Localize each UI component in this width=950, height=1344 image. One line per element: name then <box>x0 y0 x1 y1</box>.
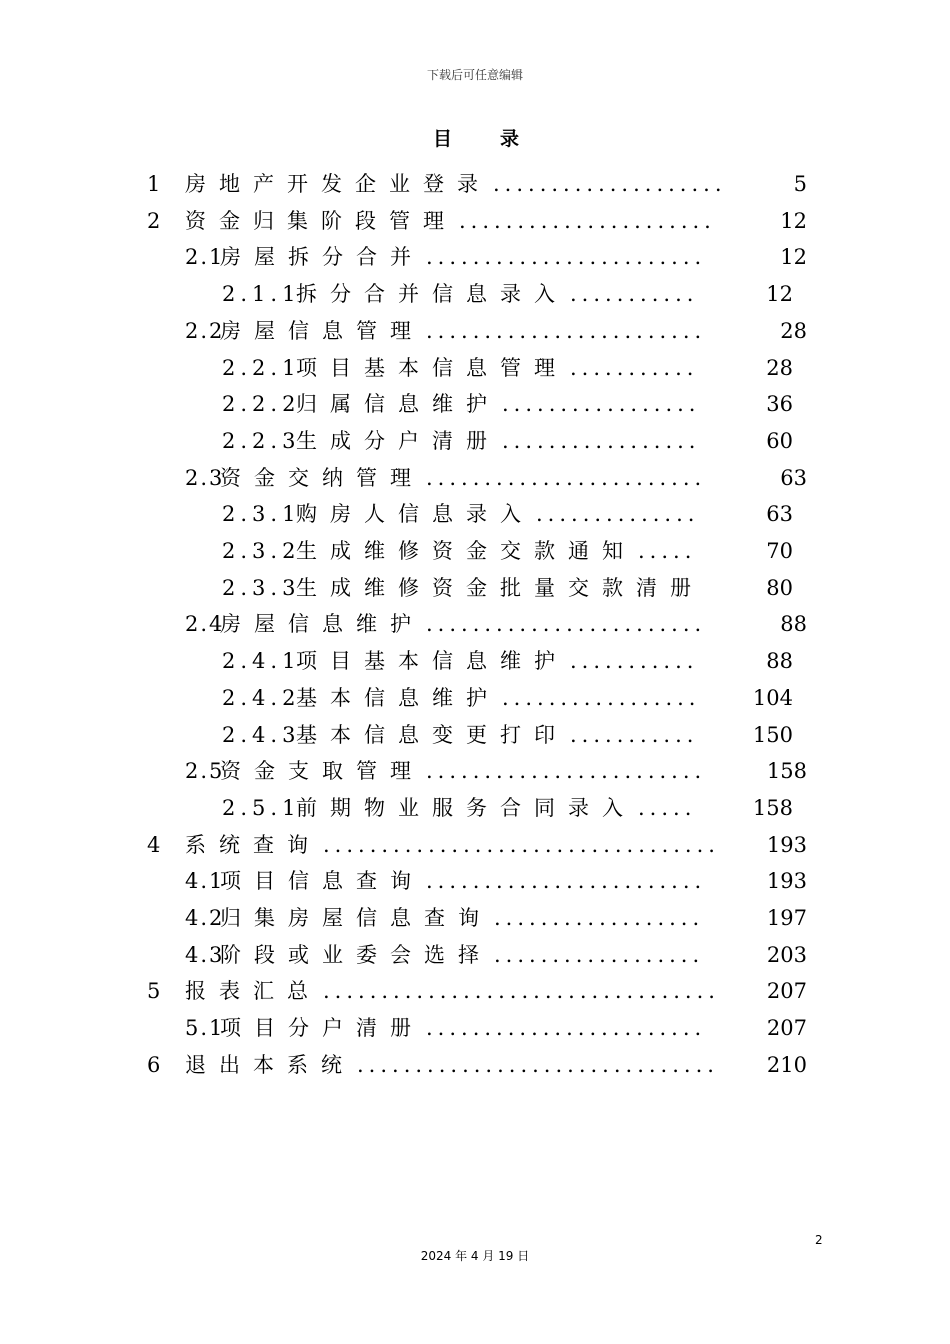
toc-entry-page: 104 <box>752 685 793 710</box>
toc-entry-leader: ........................ <box>426 759 707 784</box>
toc-entry-number: 2.4 <box>185 612 225 637</box>
toc-entry-leader: ........... <box>570 722 699 747</box>
toc-entry-number: 2.3.1 <box>222 502 301 527</box>
toc-entry-number: 5.1 <box>185 1016 225 1041</box>
toc-entry-label: 项目基本信息维护 <box>296 649 568 674</box>
toc-entry[interactable] <box>0 937 950 973</box>
toc-entry-page: 150 <box>752 722 793 747</box>
footer-date: 2024 年 4 月 19 日 <box>420 1249 530 1263</box>
toc-entry-leader: ..... <box>638 795 697 820</box>
page-header-note: 下载后可任意编辑 <box>426 68 523 82</box>
toc-entry-label: 项目基本信息管理 <box>296 355 568 380</box>
toc-entry-label: 基本信息维护 <box>296 685 500 710</box>
toc-entry-page: 88 <box>780 612 807 637</box>
toc-entry-leader: .................. <box>494 942 705 967</box>
toc-entry-number: 2.3.2 <box>222 539 301 563</box>
toc-entry[interactable] <box>0 680 950 716</box>
toc-entry[interactable] <box>0 239 950 275</box>
toc-entry-leader: ..... <box>638 539 697 563</box>
toc-entry-leader: .................................. <box>323 832 720 857</box>
toc-entry-number: 2.4.1 <box>222 649 301 674</box>
toc-entry-page: 28 <box>780 318 807 343</box>
toc-entry-leader: ...................... <box>459 208 716 233</box>
toc-entry-page: 70 <box>766 539 793 563</box>
toc-entry-leader: ........................ <box>426 245 707 270</box>
toc-entry-number: 2.4.3 <box>222 722 301 747</box>
toc-entry-number: 2.1.1 <box>222 282 301 307</box>
toc-entry[interactable] <box>0 606 950 642</box>
toc-entry-page: 60 <box>766 428 793 453</box>
toc-entry-page: 12 <box>780 208 807 233</box>
toc-entry-page: 207 <box>766 979 807 1004</box>
toc-entry-number: 2.2.1 <box>222 355 301 380</box>
toc-entry[interactable] <box>0 570 950 606</box>
toc-entry[interactable] <box>0 496 950 532</box>
toc-entry[interactable] <box>0 276 950 312</box>
toc-entry-label: 生成维修资金交款通知 <box>296 539 636 563</box>
toc-entry[interactable] <box>0 717 950 753</box>
toc-entry-number: 2.2.2 <box>222 392 301 417</box>
toc-entry-leader: ............................... <box>357 1052 719 1077</box>
toc-entry-label: 房屋信息管理 <box>220 318 424 343</box>
toc-entry-number: 4.2 <box>185 906 225 930</box>
toc-entry-label: 系统查询 <box>185 832 321 857</box>
toc-entry-page: 203 <box>766 942 807 967</box>
toc-entry-leader: .................. <box>494 906 705 930</box>
toc-entry-leader: ........... <box>570 282 699 307</box>
toc-entry-leader: ........... <box>570 649 699 674</box>
toc-entry-number: 2.5 <box>185 759 225 784</box>
toc-entry-number: 2.2.3 <box>222 428 301 453</box>
toc-entry-number: 2.3 <box>185 465 225 490</box>
toc-entry-label: 阶段或业委会选择 <box>220 942 492 967</box>
toc-entry[interactable] <box>0 460 950 496</box>
toc-entry-page: 12 <box>766 282 793 307</box>
toc-entry-leader: .............. <box>536 502 700 527</box>
toc-entry-page: 158 <box>766 759 807 784</box>
toc-entry-leader: ................. <box>502 392 701 417</box>
toc-entry-number: 2.3.3 <box>222 575 301 600</box>
toc-entry-leader: ................. <box>502 685 701 710</box>
toc-entry-label: 前期物业服务合同录入 <box>296 795 636 820</box>
toc-entry-number: 4.1 <box>185 869 225 894</box>
toc-entry-leader: ........................ <box>426 612 707 637</box>
toc-title: 目录 <box>432 128 567 150</box>
toc-entry-page: 63 <box>766 502 793 527</box>
toc-entry-number: 2.5.1 <box>222 795 301 820</box>
toc-entry[interactable] <box>0 313 950 349</box>
toc-entry-number: 4.3 <box>185 942 225 967</box>
toc-entry-number: 2.1 <box>185 245 225 270</box>
toc-entry-page: 63 <box>780 465 807 490</box>
toc-entry-label: 报表汇总 <box>185 979 321 1004</box>
toc-entry[interactable] <box>0 533 950 569</box>
toc-entry[interactable] <box>0 863 950 899</box>
toc-entry-label: 房地产开发企业登录 <box>185 172 491 196</box>
toc-entry-number: 5 <box>147 979 161 1004</box>
toc-entry-number: 6 <box>147 1052 161 1077</box>
toc-entry[interactable] <box>0 1010 950 1046</box>
toc-entry-leader: ........... <box>570 355 699 380</box>
toc-entry-page: 28 <box>766 355 793 380</box>
toc-entry[interactable] <box>0 973 950 1009</box>
toc-entry-number: 2.4.2 <box>222 685 301 710</box>
toc-entry[interactable] <box>0 423 950 459</box>
toc-entry-page: 193 <box>766 832 807 857</box>
toc-entry-label: 归集房屋信息查询 <box>220 906 492 930</box>
toc-entry-leader: ........................ <box>426 1016 707 1041</box>
toc-entry-label: 房屋信息维护 <box>220 612 424 637</box>
toc-entry-label: 归属信息维护 <box>296 392 500 417</box>
toc-entry[interactable] <box>0 900 950 936</box>
toc-entry-leader: ................. <box>502 428 701 453</box>
toc-entry-page: 88 <box>766 649 793 674</box>
toc-entry-label: 基本信息变更打印 <box>296 722 568 747</box>
toc-entry[interactable] <box>0 753 950 789</box>
toc-entry-page: 36 <box>766 392 793 417</box>
toc-entry[interactable] <box>0 643 950 679</box>
toc-entry-label: 拆分合并信息录入 <box>296 282 568 307</box>
toc-entry[interactable] <box>0 166 950 202</box>
toc-entry-leader: .................... <box>493 172 727 196</box>
toc-entry[interactable] <box>0 790 950 826</box>
toc-entry-leader: ........................ <box>426 869 707 894</box>
toc-entry-page: 193 <box>766 869 807 894</box>
toc-entry-page: 12 <box>780 245 807 270</box>
toc-entry-label: 退出本系统 <box>185 1052 355 1077</box>
toc-entry-label: 资金交纳管理 <box>220 465 424 490</box>
toc-entry[interactable] <box>0 203 950 239</box>
toc-entry-number: 2.2 <box>185 318 225 343</box>
toc-entry-leader: ........................ <box>426 318 707 343</box>
toc-entry-page: 210 <box>766 1052 807 1077</box>
toc-entry[interactable] <box>0 386 950 422</box>
toc-entry-page: 197 <box>766 906 807 930</box>
page-number: 2 <box>815 1233 823 1247</box>
toc-entry-number: 1 <box>147 172 161 196</box>
toc-entry-leader: .................................. <box>323 979 720 1004</box>
toc-entry-label: 生成分户清册 <box>296 428 500 453</box>
toc-entry-label: 购房人信息录入 <box>296 502 534 527</box>
toc-entry[interactable] <box>0 827 950 863</box>
toc-entry[interactable] <box>0 350 950 386</box>
toc-entry-label: 房屋拆分合并 <box>220 245 424 270</box>
toc-entry-label: 项目分户清册 <box>220 1016 424 1041</box>
toc-entry-page: 207 <box>766 1016 807 1041</box>
toc-entry-label: 资金支取管理 <box>220 759 424 784</box>
toc-entry-leader: ........................ <box>426 465 707 490</box>
toc-entry-label: 生成维修资金批量交款清册 <box>296 575 704 600</box>
toc-entry-label: 项目信息查询 <box>220 869 424 894</box>
toc-entry[interactable] <box>0 1047 950 1083</box>
toc-entry-page: 80 <box>766 575 793 600</box>
toc-entry-label: 资金归集阶段管理 <box>185 208 457 233</box>
toc-entry-number: 4 <box>147 832 161 857</box>
toc-entry-number: 2 <box>147 208 161 233</box>
toc-entry-page: 158 <box>752 795 793 820</box>
toc-entry-page: 5 <box>793 172 807 196</box>
